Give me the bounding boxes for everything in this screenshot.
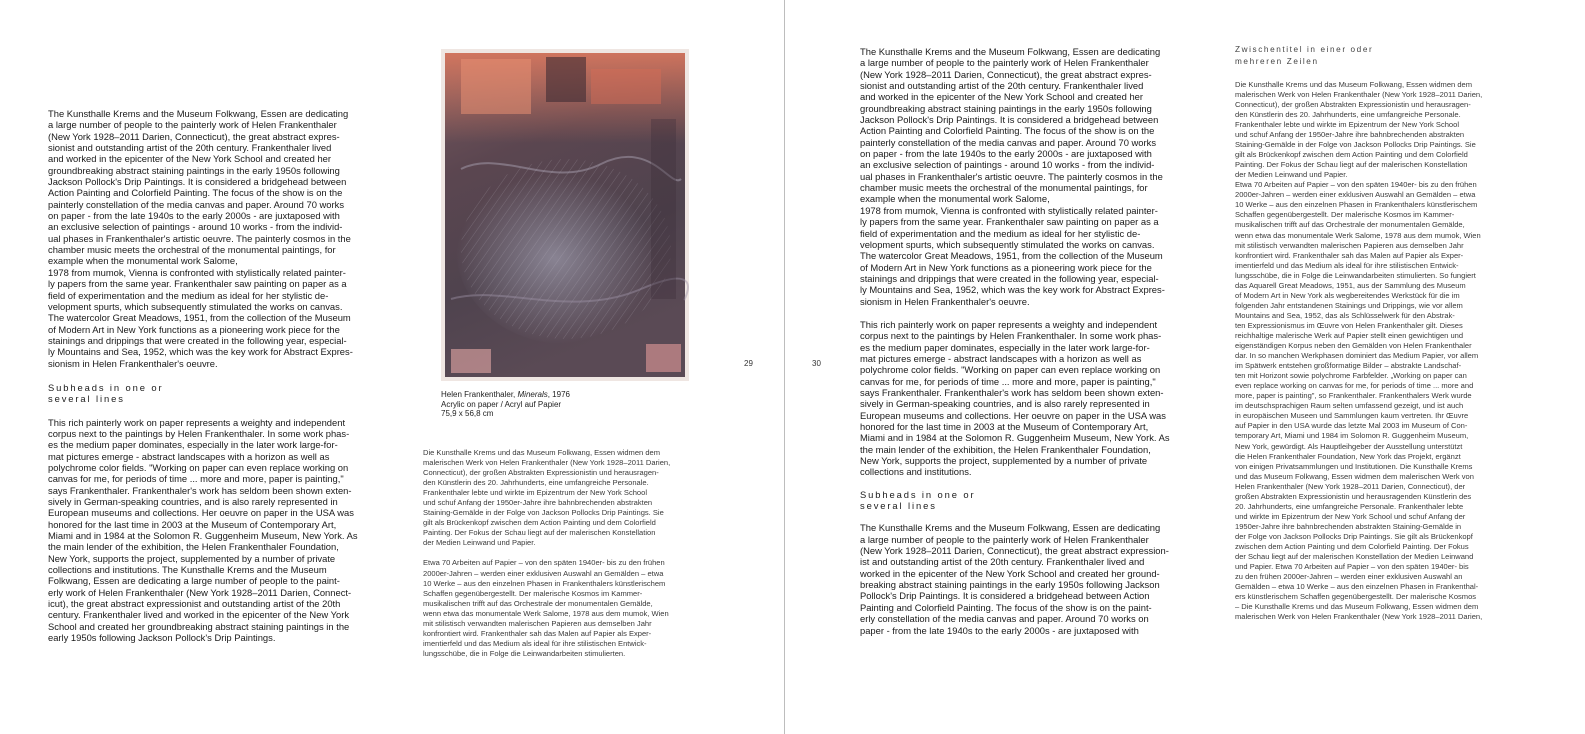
artwork-minerals-image [441,49,689,381]
right-english-paragraph-2: This rich painterly work on paper represents a weighty and independent corpus next to the paintings by Helen Frankenthaler. In some work phas- es the medium paper dominates, especially in the later work large-for- mat pictures emerge - abstract landscapes with a horizon as well as polychrome color fields. "Working on paper can even replace working on canvas for me, for periods of time ... more and more, paper is painting," says Frankenthaler. Frankenthaler's work has seldom been shown exten- sively in German-speaking countries, and is also rarely represented in European museums and collections. Her oeuvre on paper in the USA was honored for the last time in 2003 at the Museum of Contemporary Art, Miami and in 1984 at the Solomon R. Guggenheim Museum, New York. As the main lender of the exhibition, the Helen Frankenthaler Foundation, New York, supports the project, supplemented by a number of private collections and institutions. [860,318,1170,478]
artwork-caption [441,390,689,419]
right-english-paragraph-1: The Kunsthalle Krems and the Museum Folkwang, Essen are dedicating a large number of people to the painterly work of Helen Frankenthaler (New York 1928–2011 Darien, Connecticut), the great abstract expres- sionist and outstanding artist of the 20th century. Frankenthaler lived and worked in the epicenter of the New York School and created her groundbreaking abstract staining paintings in the early 1950s following Jackson Pollock's Drip Paintings. It is considered a bridgehead between Action Painting and Colorfield Painting. The focus of the show is on the painterly constellation of the media canvas and paper. Around 70 works on paper - from the late 1940s to the early 2000s - are juxtaposed with an exclusive selection of paintings - around 10 works - from the individ- ual phases in Frankenthaler's artistic oeuvre. The painterly cosmos in the chamber music meets the orchestral of the monumental paintings, for example when the monumental work Salome, 1978 from mumok, Vienna is confronted with stylistically related painter- ly papers from the same year. Frankenthaler saw painting on paper as a field of experimentation and the medium as ideal for her stylistic de- velopment spurts, which subsequently stimulated the works on canvas. The watercolor Great Meadows, 1951, from the collection of the Museum of Modern Art in New York functions as a pioneering work piece for the stainings and drippings that were created in the following year, especial- ly Mountains and Sea, 1952, which was the key work for Abstract Expres- sionism in Helen Frankenthaler's oeuvre. [860,46,1165,307]
caption-title-line [441,390,689,400]
left-german-paragraph-1: Die Kunsthalle Krems und das Museum Folkwang, Essen widmen dem malerischen Werk von Helen Frankenthaler (New York 1928–2011 Darien, Connecticut), der großen Abstrakten Expressionistin und herausragen- den Künstlerin des 20. Jahrhunderts, eine umfangreiche Personale. Frankenthaler lebte und wirkte im Epizentrum der New York School und schuf Anfang der 1950er-Jahre ihre bahnbrechenden abstrakten Staining-Gemälde in der Folge von Jackson Pollocks Drip Paintings. Sie gilt als Brückenkopf zwischen dem Action Painting und dem Colorfield Painting. Der Fokus der Schau liegt auf der malerischen Konstellation der Medien Leinwand und Papier. [423,448,671,548]
caption-size: 75,9 x 56,8 cm [441,409,494,419]
caption-year: , 1976 [547,390,570,399]
caption-artist: Helen Frankenthaler, [441,390,518,399]
left-page-number: 29 [744,359,753,368]
left-english-column [48,108,384,643]
right-page-number: 30 [812,359,821,368]
right-german-column [1235,44,1527,622]
right-german-subhead: Zwischentitel in einer oder mehreren Zeilen [1235,45,1374,67]
right-english-column [860,46,1192,636]
spine-gutter [784,0,785,734]
caption-medium: Acrylic on paper / Acryl auf Papier [441,399,562,409]
left-subhead: Subheads in one or several lines [48,381,164,405]
caption-title: Minerals [517,390,548,399]
right-subhead: Subheads in one or several lines [860,488,976,512]
right-english-paragraph-3: The Kunsthalle Krems and the Museum Folkwang, Essen are dedicating a large number of people to the painterly work of Helen Frankenthaler (New York 1928–2011 Darien, Connecticut), the great abstract expression- ist and outstanding artist of the 20th century. Frankenthaler lived and worked in the epicenter of the New York School and created her ground- breaking abstract staining paintings in the early 1950s following Jackson Pollock's Drip Paintings. It is considered a bridgehead between Action Painting and Colorfield Painting. The focus of the show is on the paint- erly constellation of the media canvas and paper. Around 70 works on paper - from the late 1940s to the early 2000s - are juxtaposed with [860,522,1169,636]
left-german-paragraph-2: Etwa 70 Arbeiten auf Papier – von den späten 1940er- bis zu den frühen 2000er-Jahren – werden einer exklusiven Auswahl an Gemälden – etwa 10 Werke – aus den einzelnen Phasen in Frankenthalers künstlerischem Schaffen gegenübergestellt. Der malerische Kosmos im Kammer- musikalischen trifft auf das Orchestrale der monumentalen Gemälde, wenn etwa das monumentale Werk Salome, 1978 aus dem mumok, Wien mit stilistisch verwandten malerischen Papieren aus demselben Jahr konfrontiert wird. Frankenthaler sah das Malen auf Papier als Exper- imentierfeld und das Medium als ideal für ihre stilistischen Entwick- lungsschübe, die in Folge die Leinwandarbeiten stimulierten. [423,558,669,658]
left-german-column [423,448,723,659]
right-german-paragraph-1: Die Kunsthalle Krems und das Museum Folkwang, Essen widmen dem malerischen Werk von Helen Frankenthaler (New York 1928–2011 Darien, Connecticut), der großen Abstrakten Expressionistin und herausragen- den Künstlerin des 20. Jahrhunderts, eine umfangreiche Personale. Frankenthaler lebte und wirkte im Epizentrum der New York School und schuf Anfang der 1950er-Jahre ihre bahnbrechenden abstrakten Staining-Gemälde in der Folge von Jackson Pollocks Drip Paintings. Sie gilt als Brückenkopf zwischen dem Action Painting und dem Colorfield Painting. Der Fokus der Schau liegt auf der malerischen Konstellation der Medien Leinwand und Papier. Etwa 70 Arbeiten auf Papier – von den späten 1940er- bis zu den frühen 2000er-Jahren – werden einer exklusiven Auswahl an Gemälden – etwa 10 Werke – aus den einzelnen Phasen in Frankenthalers künstlerischem Schaffen gegenübergestellt. Der malerische Kosmos im Kammer- musikalischen trifft auf das Orchestrale der monumentalen Gemälde, wenn etwa das monumentale Werk Salome, 1978 aus dem mumok, Wien mit stilistisch verwandten malerischen Papieren aus demselben Jahr konfrontiert wird. Frankenthaler sah das Malen auf Papier als Exper- imentierfeld und das Medium als ideal für ihre stilistischen Entwick- lungsschübe, die in Folge die Leinwandarbeiten stimulierten. So fungiert das Aquarell Great Meadows, 1951, aus der Sammlung des Museum of Modern Art in New York als wegbereitendes Werkstück für die im folgenden Jahr entstandenen Stainings und Drippings, wie vor allem Mountains and Sea, 1952, das als Schlüsselwerk für den Abstrak- ten Expressionismus im Œuvre von Helen Frankenthaler gilt. Dieses reichhaltige malerische Werk auf Papier stellt einen gewichtigen und eigenständigen Korpus neben den Gemälden von Helen Frankenthaler dar. In so manchen Werkphasen dominiert das Medium Papier, vor allem im Spätwerk entstehen großformatige Bilder – abstrakte Landschaf- ten mit Horizont sowie polychrome Farbfelder. „Working on paper can even replace working on canvas for me, for periods of time ... more and more, paper is painting", so Frankenthaler. Frankenthalers Werk wurde im deutschsprachigen Raum selten umfassend gezeigt, und ist auch in europäischen Museen und Sammlungen kaum vertreten. Ihr Œuvre auf Papier in den USA wurde das letzte Mal 2003 im Museum of Con- temporary Art, Miami und 1984 im Solomon R. Guggenheim Museum, New York, gewürdigt. Als Hauptleihgeber der Ausstellung unterstützt die Helen Frankenthaler Foundation, New York das Projekt, ergänzt von einigen Privatsammlungen und Institutionen. Die Kunsthalle Krems und das Museum Folkwang, Essen widmen dem malerischen Werk von Helen Frankenthaler (New York 1928–2011 Darien, Connecticut), der großen Abstrakten Expressionistin und herausragenden Künstlerin des 20. Jahrhunderts, eine umfangreiche Personale. Frankenthaler lebte und wirkte im Epizentrum der New York School und schuf Anfang der 1950er-Jahre ihre bahnbrechenden abstrakten Staining-Gemälde in der Folge von Jackson Pollocks Drip Paintings. Sie gilt als Brückenkopf zwischen dem Action Painting und dem Colorfield Painting. Der Fokus der Schau liegt auf der malerischen Konstellation der Medien Leinwand und Papier. Etwa 70 Arbeiten auf Papier – von den späten 1940er- bis zu den frühen 2000er-Jahren – werden einer exklusiven Auswahl an Gemälden – etwa 10 Werke – aus den einzelnen Phasen in Frankenthal- ers künstlerischem Schaffen gegenübergestellt. Der malerische Kosmos – Die Kunsthalle Krems und das Museum Folkwang, Essen widmen dem malerischen Werk von Helen Frankenthaler (New York 1928–2011 Darien, [1235,79,1483,622]
left-english-paragraph-2: This rich painterly work on paper represents a weighty and independent corpus next to the paintings by Helen Frankenthaler. In some work phas- es the medium paper dominates, especially in the later work large-for- mat pictures emerge - abstract landscapes with a horizon as well as polychrome color fields. "Working on paper can even replace working on canvas for me, for periods of time ... more and more, paper is painting," says Frankenthaler. Frankenthaler's work has seldom been shown exten- sively in German-speaking countries, and is also rarely represented in European museums and collections. Her oeuvre on paper in the USA was honored for the last time in 2003 at the Museum of Contemporary Art, Miami and in 1984 at the Solomon R. Guggenheim Museum, New York. As the main lender of the exhibition, the Helen Frankenthaler Foundation, New York, supports the project, supplemented by a number of private collections and institutions. The Kunsthalle Krems and the Museum Folkwang, Essen are dedicating a large number of people to the paint- erly work of Helen Frankenthaler (New York 1928–2011 Darien, Connect- icut), the great abstract expressionist and outstanding artist of the 20th century. Frankenthaler lived and worked in the epicenter of the New York School and created her groundbreaking abstract staining paintings in the early 1950s following Jackson Pollock's Drip Paintings. [48,416,358,644]
left-english-paragraph-1: The Kunsthalle Krems and the Museum Folkwang, Essen are dedicating a large number of people to the painterly work of Helen Frankenthaler (New York 1928–2011 Darien, Connecticut), the great abstract expres- sionist and outstanding artist of the 20th century. Frankenthaler lived and worked in the epicenter of the New York School and created her groundbreaking abstract staining paintings in the early 1950s following Jackson Pollock's Drip Paintings. It is considered a bridgehead between Action Painting and Colorfield Painting. The focus of the show is on the painterly constellation of the media canvas and paper. Around 70 works on paper - from the late 1940s to the early 2000s - are juxtaposed with an exclusive selection of paintings - around 10 works - from the individ- ual phases in Frankenthaler's artistic oeuvre. The painterly cosmos in the chamber music meets the orchestral of the monumental paintings, for example when the monumental work Salome, 1978 from mumok, Vienna is confronted with stylistically related painter- ly papers from the same year. Frankenthaler saw painting on paper as a field of experimentation and the medium as ideal for her stylistic de- velopment spurts, which subsequently stimulated the works on canvas. The watercolor Great Meadows, 1951, from the collection of the Museum of Modern Art in New York functions as a pioneering work piece for the stainings and drippings that were created in the following year, especial- ly Mountains and Sea, 1952, which was the key work for Abstract Expres- sionism in Helen Frankenthaler's oeuvre. [48,108,353,369]
